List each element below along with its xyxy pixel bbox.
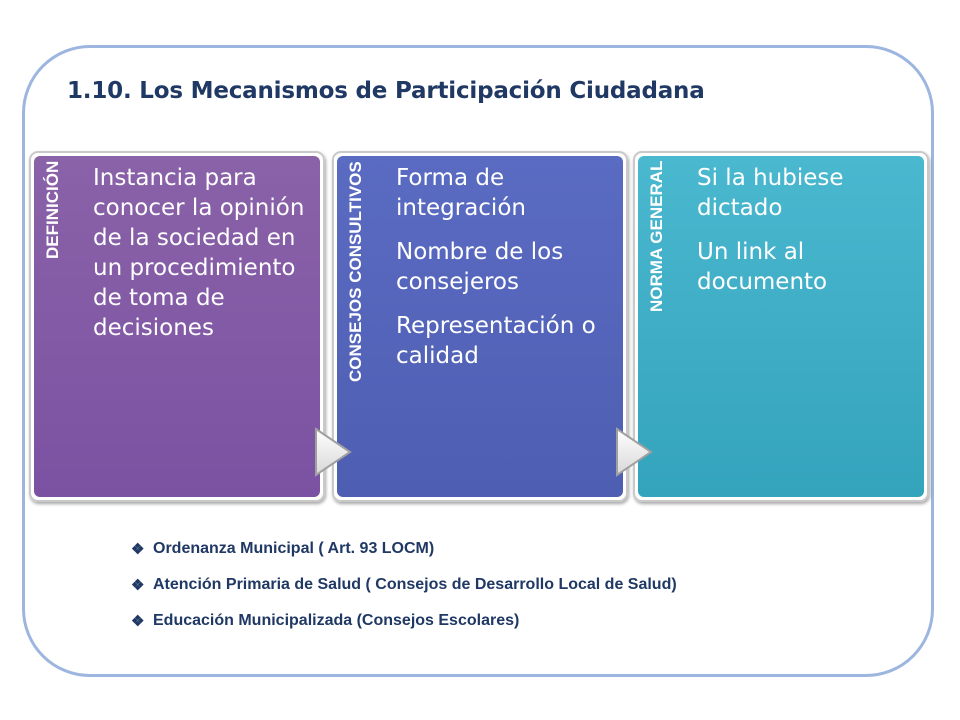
list-item bbox=[131, 540, 677, 576]
panel-text bbox=[93, 163, 315, 357]
bullet-list bbox=[131, 540, 677, 648]
list-item-text: Educación Municipalizada (Consejos Escolares) bbox=[153, 612, 520, 629]
diamond-bullet-icon: ❖ bbox=[131, 541, 145, 558]
chevron-right-arrow-icon bbox=[314, 427, 352, 477]
panel-label: DEFINICIÓN bbox=[43, 161, 62, 260]
panel-definicion bbox=[29, 151, 325, 502]
panel-item: Representación o calidad bbox=[396, 313, 596, 369]
panel-item: Forma de integración bbox=[396, 165, 526, 221]
panel-norma-general bbox=[633, 151, 929, 502]
diamond-bullet-icon: ❖ bbox=[131, 613, 145, 630]
panel-text bbox=[396, 163, 618, 385]
chevron-right-arrow-icon bbox=[615, 427, 653, 477]
list-item bbox=[131, 612, 677, 648]
panel-item: Un link al documento bbox=[697, 239, 828, 295]
panel-label: NORMA GENERAL bbox=[647, 161, 666, 313]
list-item bbox=[131, 576, 677, 612]
panel-item: Nombre de los consejeros bbox=[396, 239, 564, 295]
list-item-text: Ordenanza Municipal ( Art. 93 LOCM) bbox=[153, 540, 435, 557]
panel-label: CONSEJOS CONSULTIVOS bbox=[346, 161, 365, 382]
panel-item: Instancia para conocer la opinión de la sociedad en un procedimiento de toma de decisiones bbox=[93, 165, 305, 341]
panel-consejos-consultivos bbox=[332, 151, 628, 502]
list-item-text: Atención Primaria de Salud ( Consejos de Desarrollo Local de Salud) bbox=[153, 576, 677, 593]
panel-item: Si la hubiese dictado bbox=[697, 165, 844, 221]
panel-text bbox=[697, 163, 919, 311]
page-title: 1.10. Los Mecanismos de Participación Ciudadana bbox=[67, 78, 705, 104]
diamond-bullet-icon: ❖ bbox=[131, 577, 145, 594]
